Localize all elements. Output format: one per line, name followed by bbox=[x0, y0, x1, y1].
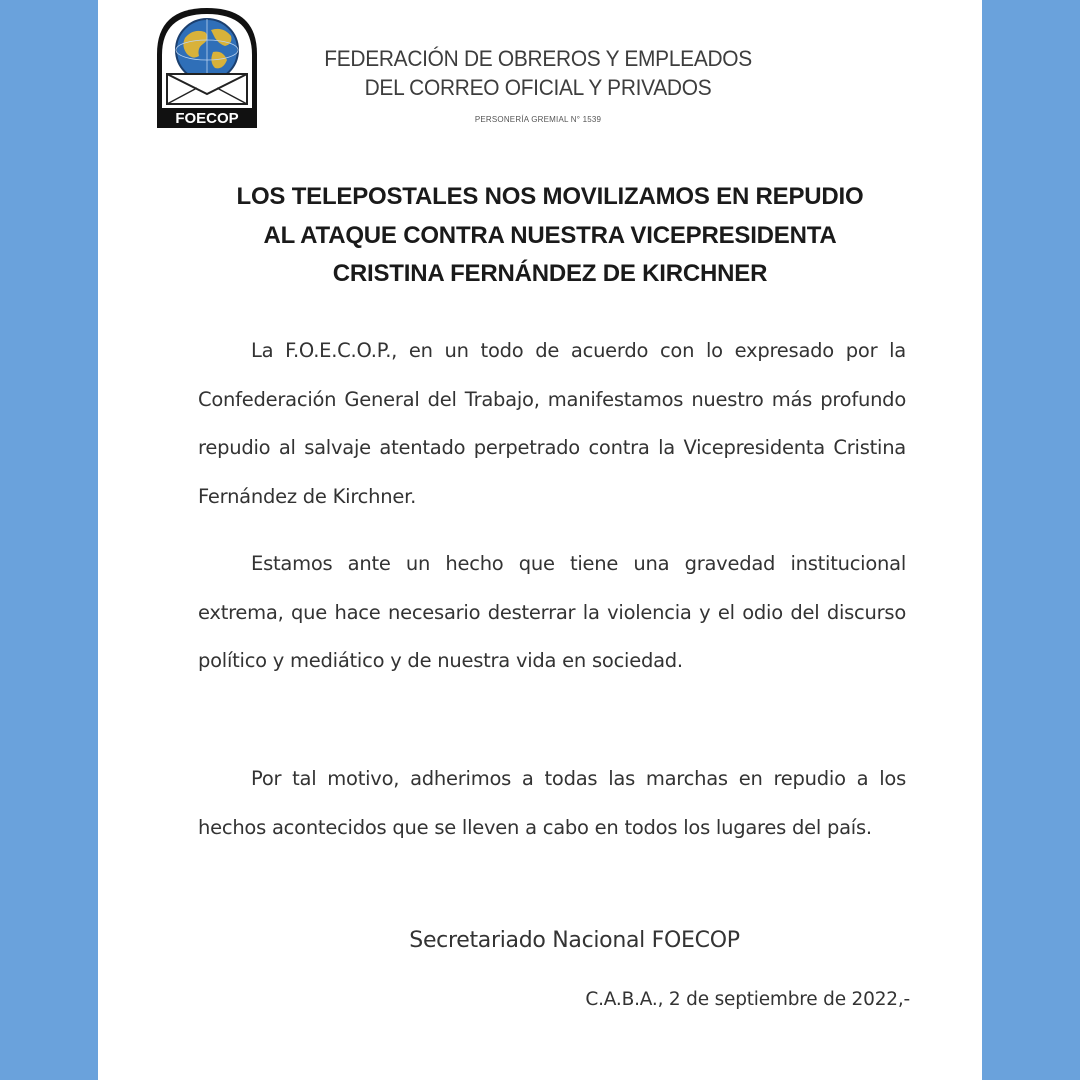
foecop-logo bbox=[153, 4, 261, 130]
date-line: C.A.B.A., 2 de septiembre de 2022,- bbox=[585, 989, 910, 1010]
document-page bbox=[98, 0, 982, 1080]
body-paragraph-1: La F.O.E.C.O.P., en un todo de acuerdo con lo expresado por la Confederación General del Trabajo, manifestamos nuestro más profundo repudio al salvaje atentado perpetrado contra la Vicepresidenta Cristina Fernández de Kirchner. bbox=[198, 339, 906, 508]
title-line3: CRISTINA FERNÁNDEZ DE KIRCHNER bbox=[332, 260, 768, 287]
body-paragraph-3: Por tal motivo, adherimos a todas las marchas en repudio a los hechos acontecidos que se lleven a cabo en todos los lugares del país. bbox=[198, 767, 906, 839]
registration-number: PERSONERÍA GREMIAL N° 1539 bbox=[474, 115, 602, 124]
org-name-line2: DEL CORREO OFICIAL Y PRIVADOS bbox=[364, 75, 712, 100]
signature: Secretariado Nacional FOECOP bbox=[409, 928, 740, 953]
title-line2: AL ATAQUE CONTRA NUESTRA VICEPRESIDENTA bbox=[263, 221, 837, 249]
body-paragraph-2: Estamos ante un hecho que tiene una gravedad institucional extrema, que hace necesario desterrar la violencia y el odio del discurso político y mediático y de nuestra vida en sociedad. bbox=[198, 552, 906, 672]
title-line1: LOS TELEPOSTALES NOS MOVILIZAMOS EN REPUDIO bbox=[236, 183, 864, 210]
organization-header bbox=[313, 44, 763, 124]
org-name-line1: FEDERACIÓN DE OBREROS Y EMPLEADOS bbox=[324, 46, 752, 71]
document-title bbox=[158, 178, 942, 294]
logo-text: FOECOP bbox=[175, 110, 239, 127]
